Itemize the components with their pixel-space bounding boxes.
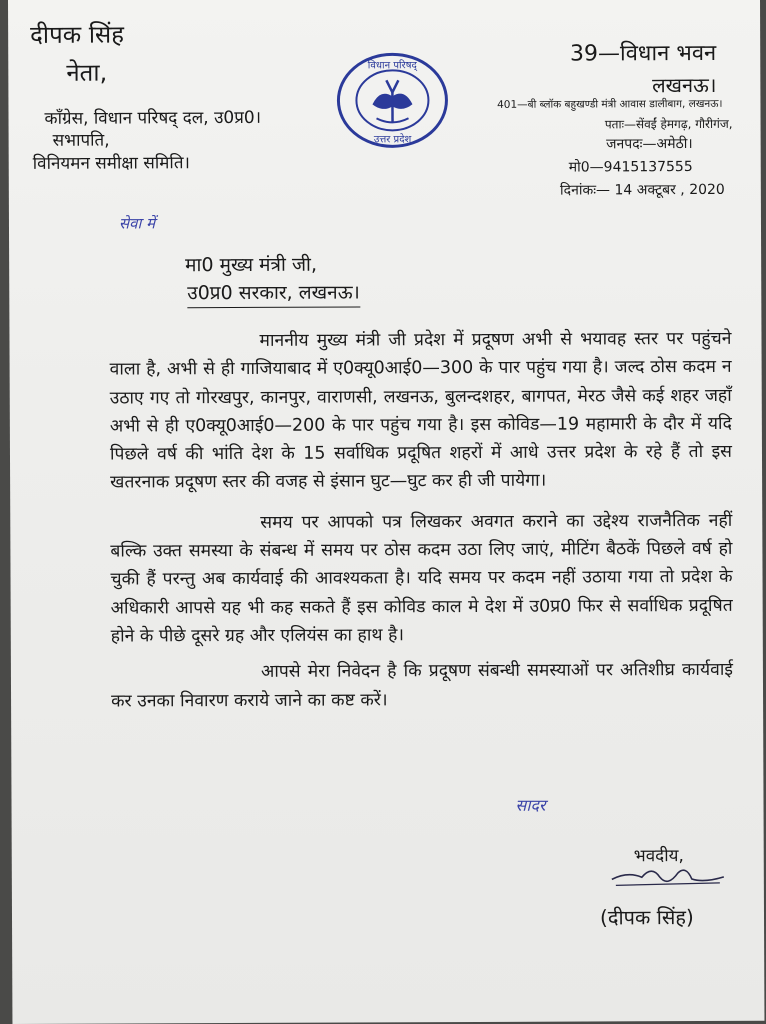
sewa-me-handwritten: सेवा में <box>118 214 156 233</box>
sender-name: दीपक सिंह <box>30 20 125 49</box>
sender-designation-3: विनियमन समीक्षा समिति। <box>32 153 190 174</box>
body-paragraph-3: आपसे मेरा निवेदन है कि प्रदूषण संबन्धी समस्याओं पर अतिशीघ्र कार्यवाई कर उनका निवारण कराये जाने का कष्ट करें। <box>111 660 733 712</box>
vidhan-parishad-seal <box>336 52 448 148</box>
phone-number: मो0—9415137555 <box>568 159 693 176</box>
recipient-line-1: मा0 मुख्य मंत्री जी, <box>185 253 318 277</box>
body-paragraph-1: माननीय मुख्य मंत्री जी प्रदेश में प्रदूषण अभी से भयावह स्तर पर पहुंचने वाला है, अभी से ही गाजियाबाद में ए0क्यू0आई0—300 के पार पहुंच गया है। जल्द ठोस कदम न उठाए गए तो गोरखपुर, कानपुर, वाराणसी, लखनऊ, बुलन्दशहर, बागपत, मेरठ जैसे कई शहर जहाँ अभी से ही ए0क्यू0आई0—200 के पार पहुंच गया है। इस कोविड—19 महामारी के दौर में यदि पिछले वर्ष की भांति देश के 15 सर्वाधिक प्रदूषित शहरों में आधे उत्तर प्रदेश के रहे हैं तो इस खतरनाक प्रदूषण स्तर की वजह से इंसान घुट—घुट कर ही जी पायेगा। <box>109 328 733 494</box>
seal-top-text: विधान परिषद् <box>367 60 417 72</box>
sender-title: नेता, <box>66 58 108 87</box>
signed-name: (दीपक सिंह) <box>599 905 694 930</box>
letter-date: दिनांकः— 14 अक्टूबर , 2020 <box>559 181 725 199</box>
address-line-4: पताः—सेंवईं हेमगढ़, गौरीगंज, <box>604 116 733 132</box>
address-line-5: जनपदः—अमेठी। <box>606 136 693 153</box>
letter-page <box>8 0 764 1024</box>
address-line-2: लखनऊ। <box>652 72 717 98</box>
sadar-handwritten: सादर <box>515 795 546 815</box>
letter-body <box>109 325 733 724</box>
address-line-3: 401—बी ब्लॉक बहुखण्डी मंत्री आवास डालीबाग, लखनऊ। <box>497 97 723 111</box>
body-paragraph-2: समय पर आपको पत्र लिखकर अवगत कराने का उद्देश्य राजनैतिक नहीं बल्कि उक्त समस्या के संबन्ध में समय पर ठोस कदम उठा लिए जाएं, मीटिंग बैठकें पिछले वर्ष हो चुकी हैं परन्तु अब कार्यवाई की आवश्यकता है। यदि समय पर कदम नहीं उठाया गया तो प्रदेश के अधिकारी आपसे यह भी कह सकते हैं इस कोविड काल मे देश में उ0प्र0 फिर से सर्वाधिक प्रदूषित होने के पीछे दूसरे ग्रह और एलियंस का हाथ है। <box>110 510 733 647</box>
recipient-line-2: उ0प्र0 सरकार, लखनऊ। <box>187 278 360 308</box>
address-line-1: 39—विधान भवन <box>569 40 717 67</box>
seal-bottom-text: उत्तर प्रदेश <box>373 134 412 146</box>
signature <box>608 861 728 896</box>
sender-designation-1: काँग्रेस, विधान परिषद् दल, उ0प्र0। <box>44 107 262 129</box>
closing-bhavdiya: भवदीय, <box>633 846 684 867</box>
sender-designation-2: सभापति, <box>52 130 110 151</box>
